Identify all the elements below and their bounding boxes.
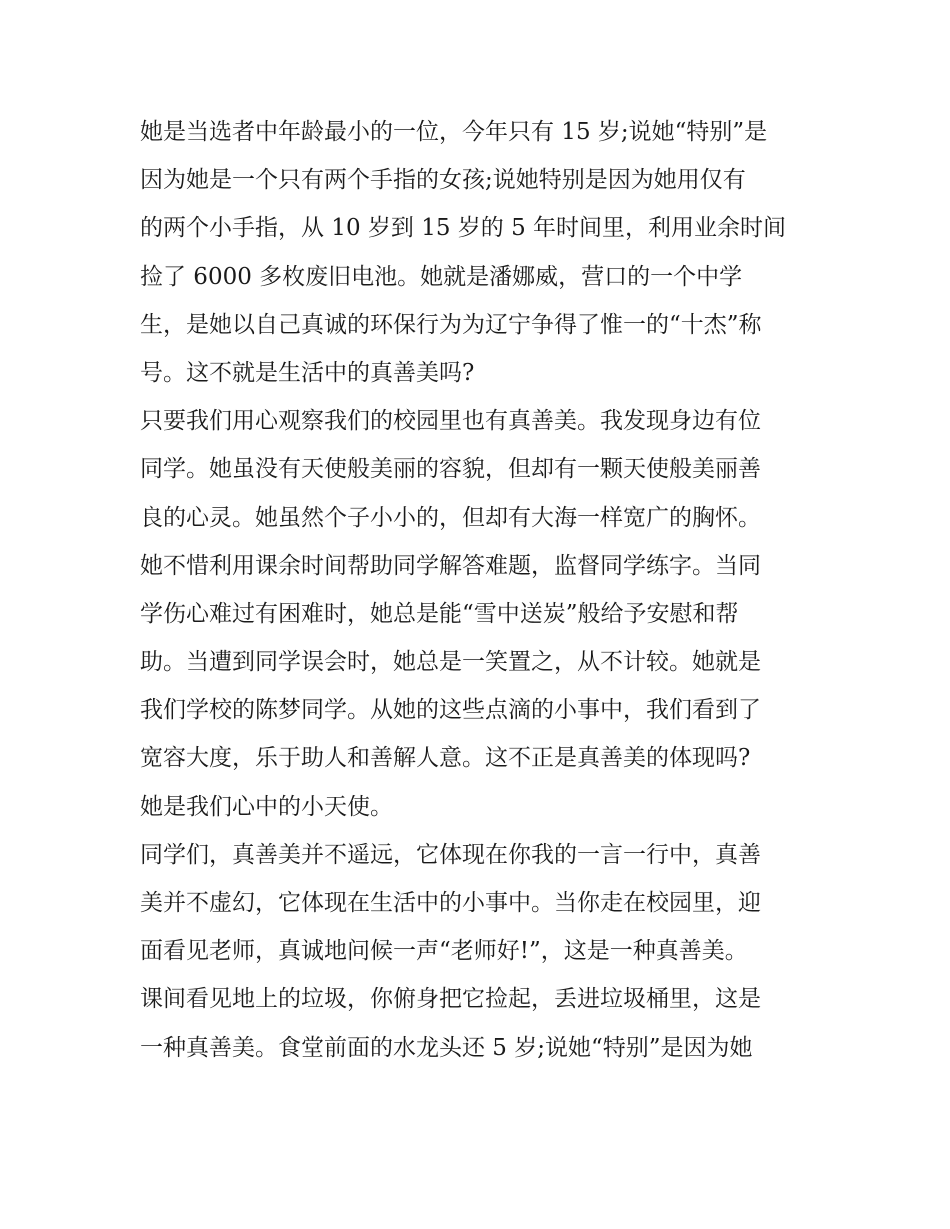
text-line: 她不惜利用课余时间帮助同学解答难题，监督同学练字。当同: [140, 552, 761, 579]
text-line: 面看见老师，真诚地问候一声“老师好!”，这是一种真善美。: [140, 938, 748, 965]
text-line: 一种真善美。食堂前面的水龙头还 5 岁;说她“特别”是因为她: [140, 1034, 753, 1061]
text-line: 只要我们用心观察我们的校园里也有真善美。我发现身边有位: [140, 408, 761, 435]
text-line: 良的心灵。她虽然个子小小的，但却有大海一样宽广的胸怀。: [140, 504, 761, 531]
text-line: 的两个小手指，从 10 岁到 15 岁的 5 年时间里，利用业余时间: [140, 215, 787, 242]
text-line: 因为她是一个只有两个手指的女孩;说她特别是因为她用仅有: [140, 167, 746, 194]
text-line: 我们学校的陈梦同学。从她的这些点滴的小事中，我们看到了: [140, 697, 761, 724]
text-line: 她是我们心中的小天使。: [140, 793, 393, 820]
text-line: 她是当选者中年龄最小的一位，今年只有 15 岁;说她“特别”是: [140, 119, 768, 145]
text-line: 号。这不就是生活中的真善美吗?: [140, 359, 475, 386]
text-line: 捡了 6000 多枚废旧电池。她就是潘娜威，营口的一个中学: [140, 263, 743, 290]
text-line: 宽容大度，乐于助人和善解人意。这不正是真善美的体现吗?: [140, 745, 751, 772]
text-line: 同学。她虽没有天使般美丽的容貌，但却有一颗天使般美丽善: [140, 456, 761, 483]
text-line: 美并不虚幻，它体现在生活中的小事中。当你走在校园里，迎: [140, 890, 761, 916]
body-text: [140, 108, 820, 1072]
text-line: 学伤心难过有困难时，她总是能“雪中送炭”般给予安慰和帮: [140, 600, 739, 627]
text-line: 生，是她以自己真诚的环保行为为辽宁争得了惟一的“十杰”称: [140, 311, 762, 338]
text-line: 课间看见地上的垃圾，你俯身把它捡起，丢进垃圾桶里，这是: [140, 986, 761, 1013]
text-line: 助。当遭到同学误会时，她总是一笑置之，从不计较。她就是: [140, 649, 761, 676]
text-line: 同学们，真善美并不遥远，它体现在你我的一言一行中，真善: [140, 841, 761, 868]
